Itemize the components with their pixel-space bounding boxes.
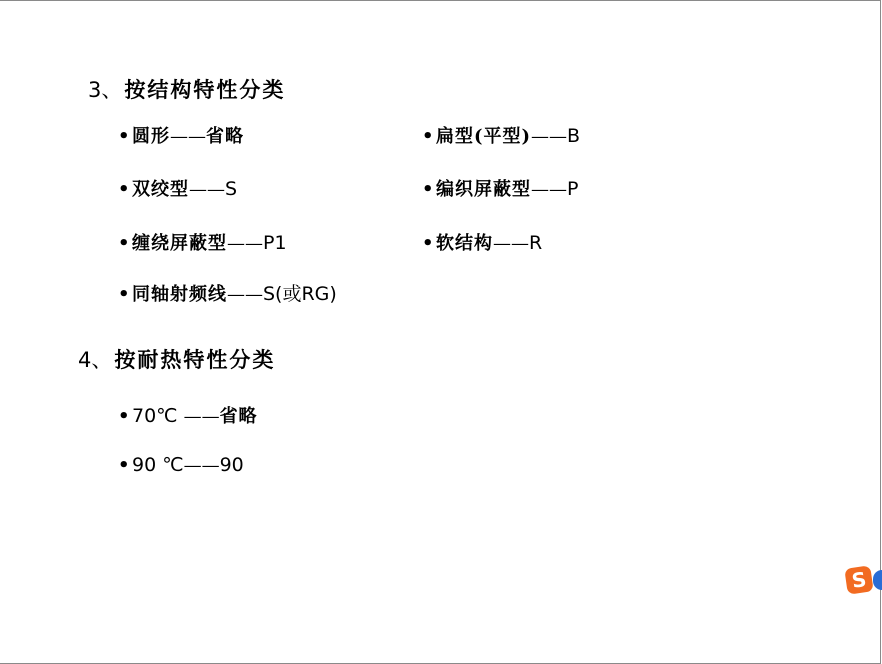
section-4-heading	[78, 344, 275, 374]
item-name: 扁型(平型)	[436, 126, 532, 147]
list-item	[422, 229, 542, 255]
list-item	[118, 122, 244, 148]
section-number: 3、	[88, 78, 123, 102]
item-name: 编织屏蔽型	[436, 179, 531, 200]
bullet: •	[118, 406, 131, 427]
bullet: •	[118, 126, 131, 147]
item-name: 缠绕屏蔽型	[132, 233, 227, 254]
list-item	[422, 175, 578, 201]
ime-toolbar-edge[interactable]	[873, 570, 882, 590]
list-item	[118, 454, 244, 476]
bullet: •	[118, 179, 131, 200]
bullet: •	[118, 284, 131, 305]
list-item	[118, 402, 258, 428]
section-3-heading	[88, 74, 285, 104]
bullet: •	[422, 126, 435, 147]
section-title: 按结构特性分类	[124, 77, 286, 102]
sogou-ime-icon[interactable]: S	[844, 565, 873, 594]
item-code: B	[567, 125, 581, 147]
item-dash: ——	[531, 126, 568, 147]
section-title: 按耐热特性分类	[114, 347, 276, 372]
section-number: 4、	[78, 348, 113, 372]
item-name: 同轴射频线	[132, 284, 227, 305]
bullet: •	[422, 179, 435, 200]
item-code: P1	[263, 232, 287, 254]
list-item	[422, 122, 580, 148]
item-code: R	[529, 232, 543, 254]
item-dash: ——	[189, 179, 225, 200]
item-code: S	[225, 178, 238, 200]
bullet: •	[118, 233, 131, 254]
item-dash: ——	[227, 233, 263, 254]
item-dash: ——	[170, 126, 206, 147]
item-name: 双绞型	[132, 179, 189, 200]
item-dash: ——	[183, 455, 220, 476]
list-item	[118, 175, 237, 201]
item-code: 省略	[206, 126, 244, 147]
item-name: 70℃	[132, 405, 184, 427]
item-code: 省略	[219, 406, 258, 427]
item-name: 软结构	[436, 233, 493, 254]
list-item	[118, 229, 287, 255]
list-item	[118, 279, 337, 306]
item-code: P	[567, 178, 579, 200]
item-code: 90	[219, 454, 244, 476]
item-dash: ——	[227, 284, 263, 305]
item-name: 圆形	[132, 126, 170, 147]
item-name: 90 ℃	[132, 454, 184, 476]
item-dash: ——	[183, 406, 220, 427]
item-dash: ——	[493, 233, 529, 254]
bullet: •	[118, 455, 131, 476]
bullet: •	[422, 233, 435, 254]
item-code: S(或RG)	[263, 283, 337, 305]
item-dash: ——	[531, 179, 567, 200]
